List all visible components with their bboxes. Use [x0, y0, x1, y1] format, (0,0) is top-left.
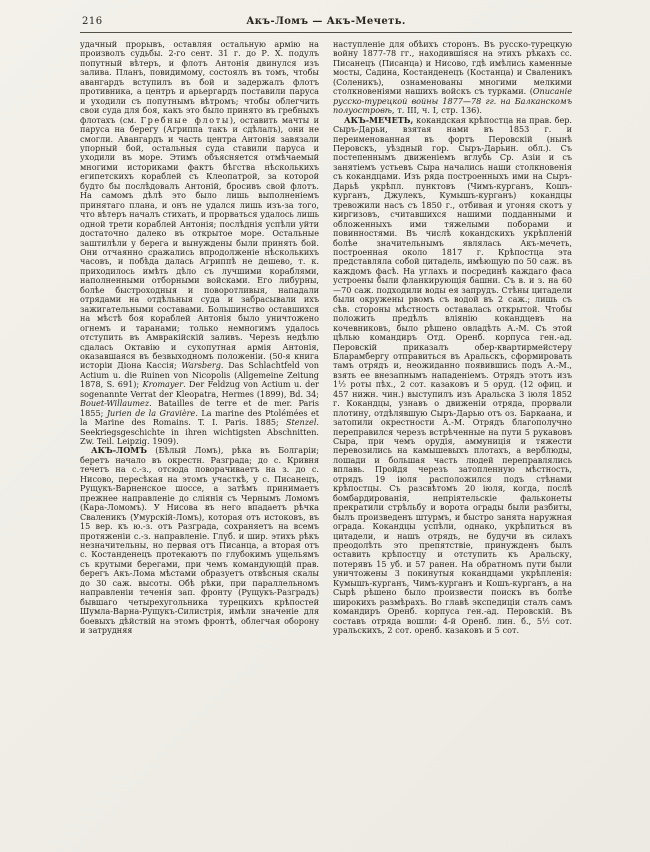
column-right [333, 40, 572, 846]
paragraph [80, 40, 319, 446]
text-segment: Гребные флоты [140, 114, 230, 125]
text-segment: Описаніе русско-турецкой войны 1877—78 гг. на Балканскомъ полуостровѣ [333, 86, 572, 116]
paragraph [333, 40, 572, 116]
text-segment: (Бѣлый Ломъ), рѣка въ Болгаріи; беретъ начало въ окрестн. Разграда; до с. Кривня течетъ на с.-з., отсюда поворачиваетъ на з. до с. Нисово, пересѣкая на этомъ участкѣ, у с. Писанецъ, Рущукъ-Варненское шоссе, а затѣмъ принимаетъ прежнее направленіе до сліянія съ Чернымъ Ломомъ (Кара-Ломомъ). У Нисова въ него впадаетъ рѣчка Сваленикъ (Умурскій-Ломъ), которая отъ истоковъ, въ 15 вер. къ ю.-з. отъ Разграда, сохраняетъ на всемъ протяженіи с.-з. направленіе. Глуб. и шир. этихъ рѣкъ незначительны, но первая отъ Писанца, а вторая отъ с. Костанденецъ протекаютъ по глубокимъ ущельямъ съ крутыми берегами, при чемъ командующій прав. берегъ Акъ-Лома мѣстами образуетъ отвѣсныя скалы до 30 саж. высоты. Обѣ рѣки, при параллельномъ направленіи теченія зап. фронту (Рущукъ-Разградъ) бывшаго четырехугольника турецкихъ крѣпостей Шумла-Варна-Рущукъ-Силистрія, имѣли значеніе для боевыхъ дѣйствій на этомъ фронтѣ, облегчая оборону и затрудняя [80, 445, 319, 636]
text-block [80, 16, 572, 846]
article-headword: АКЪ-МЕЧЕТЬ, [344, 114, 414, 125]
text-segment: , т. III, ч. I, стр. 136). [391, 105, 482, 116]
text-segment: . Batailles de terre et de mer. Paris 1855; [80, 398, 319, 418]
text-segment: . Der Feldzug von Actium u. der sogenannte Verrat der Kleopatra, Hermes (1899), Bd. 34; [80, 379, 319, 399]
column-left [80, 40, 319, 846]
text-segment: Stenzel [285, 417, 317, 428]
running-head [80, 16, 572, 33]
text-segment: Bouet-Willaumez [80, 398, 150, 409]
text-segment: Kromayer [142, 379, 184, 390]
paragraph [333, 116, 572, 636]
text-segment: Warsberg [181, 360, 221, 371]
paragraph [80, 446, 319, 635]
two-column-layout [80, 40, 572, 846]
text-segment: Jurien de la Gravière [106, 407, 196, 418]
running-header-title: Акъ-Ломъ — Акъ-Мечеть. [246, 16, 406, 27]
text-segment: . Das Schlachtfeld von Actium u. die Ruinen von Nicopolis (Allgemeine Zeitung 1878, S. 691); [80, 360, 319, 390]
text-segment: удачный прорывъ, оставляя остальную армію на произволъ судьбы. 2-го сент. 31 г. до Р. Х. подулъ попутный вѣтеръ, и флотъ Антонія двинулся изъ залива. Планъ, повидимому, состоялъ въ томъ, чтобы авангардъ вступилъ въ бой и задержалъ флотъ противника, а центръ и арьергардъ поставили паруса и уходили съ попутнымъ вѣтромъ; чтобы облегчить свои суда для боя, какъ это было принято въ гребныхъ флотахъ (см. [80, 40, 319, 125]
text-segment: . La marine des Ptolémées et la Marine des Romains. T. I. Paris. 1885; [80, 407, 319, 428]
text-segment: наступленіе для обѣихъ сторонъ. Въ русско-турецкую войну 1877-78 гг., находившіяся на этихъ рѣкахъ сс. Писанецъ (Писанца) и Нисово, гдѣ имѣлись каменные мосты, Садина, Костанденецъ (Костанца) и Сваленикъ (Соленикъ), ознаменованы многими мелкими столкновеніями нашихъ войскъ съ турками. ( [333, 40, 572, 97]
page-number: 216 [82, 16, 103, 27]
article-headword: АКЪ-ЛОМЪ [91, 445, 147, 456]
text-segment: . Seekriegsgeschichte in ihren wichtigsten Abschnitten. Zw. Teil. Leipzig. 1909). [80, 417, 319, 447]
text-segment: кокандская крѣпостца на прав. бер. Сыръ-Дарьи, взятая нами въ 1853 г. и переименованная въ фортъ Перовскій (нынѣ Перовскъ, уѣздный гор. Сыръ-Дарьин. обл.). Съ постепеннымъ движеніемъ вглубь Ср. Азіи и съ занятіемъ устьевъ Сыра начались наши столкновенія съ кокандцами. Изъ ряда построенныхъ ими на Сыръ-Дарьѣ укрѣпл. пунктовъ (Чимъ-курганъ, Кошъ-курганъ, Джулекъ, Кумышъ-курганъ) кокандцы тревожили насъ съ 1850 г., отбивая и угоняя скотъ у киргизовъ, считавшихся нашими подданными и обложенныхъ ими тяжелыми поборами и повинностями. Въ числѣ кокандскихъ укрѣпленій болѣе значительнымъ являлась Акъ-мечеть, построенная около 1817 г. Крѣпостца эта представляла собой цитадель, имѣющую по 50 саж. въ каждомъ фасѣ. На углахъ и посрединѣ каждаго фаса устроены были фланкирующія башни. Съ в. и з. на 60—70 саж. подходили воды ея запрудъ. Стѣны цитадели были окружены рвомъ съ водой въ 2 саж.; лишь съ сѣв. стороны мѣстность оставалась открытой. Чтобы положить предѣлъ вліянію кокандцевъ на кочевниковъ, было рѣшено овладѣть А.-М. Съ этой цѣлью командиръ Отд. Оренб. корпуса ген.-ад. Перовскій приказалъ обер-квартирмейстеру Бларамбергу отправиться въ Аральскъ, сформировать тамъ отрядъ и, неожиданно появившись подъ А.-М., взять ее внезапнымъ нападеніемъ. Отрядъ этотъ изъ 1½ роты пѣх., 2 сот. казаковъ и 5 оруд. (12 офиц. и 457 нижн. чин.) выступилъ изъ Аральска 3 іюля 1852 г. Кокандцы, узнавъ о движеніи отряда, прорвали плотину, отдѣлявшую Сыръ-Дарью отъ оз. Баркаана, и затопили окрестности А.-М. Отрядъ благополучно переправился черезъ встрѣченные на пути 5 рукавовъ Сыра, при чемъ орудія, аммуниція и тяжести перевозились на камышевыхъ плотахъ, а верблюды, лошади и большая часть людей переправлялись вплавь. Пройдя черезъ затопленную мѣстность, отрядъ 19 іюля расположился подъ стѣнами крѣпостцы. Съ разсвѣтомъ 20 іюля, когда, послѣ бомбардированія, непріятельскіе фальконеты прекратили стрѣльбу и ворота ограды были разбиты, былъ произведенъ штурмъ, и быстро занята наружная ограда. Кокандцы успѣли, однако, укрѣпиться въ цитадели, и нашъ отрядъ, не будучи въ силахъ преодолѣть это препятствіе, принужденъ былъ оставить крѣпостцу и отступить къ Аральску, потерявъ 15 уб. и 57 ранен. На обратномъ пути были уничтожены 3 покинутыя кокандцами укрѣпленія: Кумышъ-курганъ, Чимъ-курганъ и Кошъ-курганъ, а на Сырѣ рѣшено было произвести поискъ въ болѣе широкихъ размѣрахъ. Во главѣ экспедиціи сталъ самъ командиръ Оренб. корпуса ген.-ад. Перовскій. Въ составъ отряда вошли: 4-й Оренб. лин. б., 5½ сот. уральскихъ, 2 сот. оренб. казаковъ и 5 сот. [333, 114, 572, 636]
text-segment: ), оставить мачты и паруса на берегу (Агриппа такъ и сдѣлалъ), они не смогли. Авангардъ и часть центра Антонія завязали упорный бой, остальныя суда ставили паруса и уходили въ море. Этимъ объясняется отмѣчаемый многими историками фактъ бѣгства нѣсколькихъ египетскихъ кораблей съ Клеопатрой, за которой будто бы послѣдовалъ Антоній, бросивъ свой флотъ. На самомъ дѣлѣ это было лишь выполненіемъ принятаго плана, и онъ не удался лишь изъ-за того, что вѣтеръ началъ стихать, и прорваться удалось лишь одной трети кораблей Антонія; послѣднія успѣли уйти достаточно далеко въ открытое море. Остальные заштилѣли у берега и вынуждены были принять бой. Они отчаянно сражались впродолженіе нѣсколькихъ часовъ, и побѣда далась Агриппѣ не дешево, т. к. приходилось имѣть дѣло съ лучшими кораблями, наполненными отборными войсками. Его либурны, болѣе быстроходныя и поворотливыя, нападали отрядами на отдѣльныя суда и забрасывали ихъ зажигательными составами. Большинство оставшихся на мѣстѣ боя кораблей Антонія было уничтожено огнемъ и таранами; только немногимъ удалось отступить въ Амвракійскій заливъ. Черезъ недѣлю сдалась Октавію и сухопутная армія Антонія, оказавшаяся въ безвыходномъ положеніи. (50-я книга исторіи Діона Кассія; [80, 114, 319, 371]
